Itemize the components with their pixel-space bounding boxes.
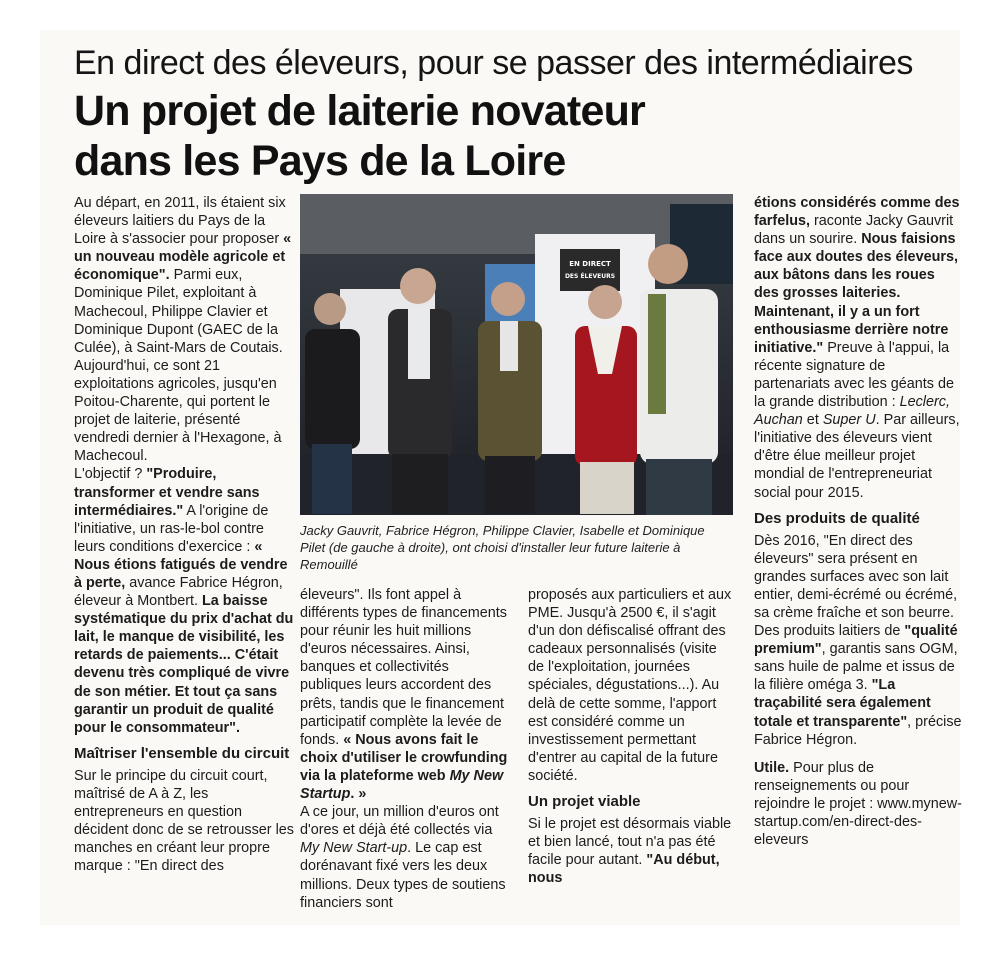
text: Au départ, en 2011, ils étaient six éleveurs laitiers du Pays de la Loire à s'associer pour proposer xyxy=(74,195,286,248)
text: , précise Fabrice Hégron. xyxy=(754,713,962,748)
photo-caption: Jacky Gauvrit, Fabrice Hégron, Philippe Clavier, Isabelle et Dominique Pilet (de gauche à droite), ont choisi d'installer leur future laiterie à Remouillé xyxy=(300,523,705,572)
text: A ce jour, un million d'euros ont d'ores et déjà été collectés via xyxy=(300,804,499,839)
column-3 xyxy=(528,586,736,887)
quote: « Nous avons fait le choix d'utiliser le crowfunding via la plateforme web xyxy=(300,731,508,784)
quote: La baisse systématique du prix d'achat du lait, le manque de visibilité, les retards de paiements... C'était devenu très compliqué de vivre de son métier. Et tout ça sans garantir un produit de qualité pour le consommateur". xyxy=(74,593,294,736)
section-heading: Des produits de qualité xyxy=(754,509,920,527)
text: raconte Jacky Gauvrit dans un sourire. xyxy=(754,213,954,248)
text: Dès 2016, "En direct des éleveurs" sera présent en grandes surfaces avec son lait entier, demi-écrémé ou écrémé, sa crème fraîche et son beurre. Des produits laitiers de xyxy=(754,532,958,640)
text: A l'origine de l'initiative, un ras-le-bol contre leurs conditions d'exercice : xyxy=(74,502,269,555)
quote: . » xyxy=(350,786,367,803)
section-heading: Maîtriser l'ensemble du circuit xyxy=(74,744,290,762)
paragraph xyxy=(74,465,294,736)
paragraph xyxy=(74,194,294,465)
italic-text: Leclerc, Auchan xyxy=(754,394,950,429)
quote: « un nouveau modèle agricole et économique". xyxy=(74,231,292,284)
sign-text-2: DES ÉLEVEURS xyxy=(564,273,616,280)
quote: "La traçabilité sera également totale et transparente" xyxy=(754,677,931,730)
italic-text: Super U xyxy=(822,412,876,429)
quote: "qualité premium" xyxy=(754,623,958,658)
section-heading: Un projet viable xyxy=(528,793,641,811)
text: . Par ailleurs, l'initiative des éleveurs vient d'être élue meilleur projet mondial de l'entrepreneuriat social pour 2015. xyxy=(754,412,960,501)
paragraph xyxy=(528,815,736,887)
text: . Le cap est dorénavant fixé vers les deux millions. Deux types de soutiens financiers sont xyxy=(300,840,506,911)
text: éleveurs". Ils font appel à différents types de financements pour réunir les huit millions d'euros nécessaires. Ainsi, banques et collectivités publiques leurs accordent des prêts, tandis que le financement participatif complète la levée de fonds. xyxy=(300,587,507,748)
quote: « Nous étions fatigués de vendre à perte, xyxy=(74,538,288,591)
article-photo xyxy=(300,194,733,515)
paragraph: Sur le principe du circuit court, maîtrisé de A à Z, les entrepreneurs en question décident donc de se retrousser les manches en créant leur propre marque : "En direct des xyxy=(74,767,294,875)
paragraph xyxy=(754,532,962,749)
paragraph xyxy=(754,759,962,849)
text: Pour plus de renseignements ou pour rejoindre le projet : www.mynew-startup.com/en-direct-des-eleveurs xyxy=(754,759,962,849)
column-1 xyxy=(74,194,294,875)
quote: Nous faisions face aux doutes des éleveurs, aux bâtons dans les roues des grosses laiteries. Maintenant, il y a un fort enthousiasme derrière notre initiative." xyxy=(754,231,958,356)
column-4 xyxy=(754,194,962,849)
paragraph xyxy=(754,194,962,502)
paragraph xyxy=(300,586,510,803)
group-photo-illustration xyxy=(300,194,733,515)
sign-logo xyxy=(560,249,620,291)
paragraph xyxy=(300,803,510,912)
text: Si le projet est désormais viable et bien lancé, tout n'a pas été facile pour autant. xyxy=(528,816,732,869)
quote: étions considérés comme des farfelus, xyxy=(754,195,960,230)
article-kicker: En direct des éleveurs, pour se passer des intermédiaires xyxy=(74,44,913,82)
quote-italic: My New Startup xyxy=(300,767,504,803)
headline-line-2: dans les Pays de la Loire xyxy=(74,137,566,185)
headline-line-1: Un projet de laiterie novateur xyxy=(74,87,645,135)
article-headline xyxy=(74,86,645,186)
column-2 xyxy=(300,586,510,912)
text: et xyxy=(802,412,823,429)
label: Utile. xyxy=(754,759,790,776)
text: L'objectif ? xyxy=(74,466,147,483)
sign-text: EN DIRECT xyxy=(569,260,611,268)
quote: "Produire, transformer et vendre sans intermédiaires." xyxy=(74,466,260,519)
text: Preuve à l'appui, la récente signature de partenariats avec les géants de la grande distribution : xyxy=(754,339,954,411)
text: Parmi eux, Dominique Pilet, exploitant à Machecoul, Philippe Clavier et Dominique Dupont (GAEC de la Culée), à Saint-Mars de Coutais. Aujourd'hui, ce sont 21 exploitations agricoles, jusqu'en Poitou-Charente, qui portent le projet de laiterie, présenté vendredi dernier à l'Hexagone, à Machecoul. xyxy=(74,267,283,465)
paragraph: proposés aux particuliers et aux PME. Jusqu'à 2500 €, il s'agit d'un don défiscalisé offrant des cadeaux personnalisés (visite de l'exploitation, journées spéciales, dégustations...). Au delà de cette somme, l'apport est considéré comme un investissement permettant d'entrer au capital de la future société. xyxy=(528,587,732,784)
text: avance Fabrice Hégron, éleveur à Montbert. xyxy=(74,574,283,610)
italic-text: My New Start-up xyxy=(300,840,408,857)
text: , garantis sans OGM, sans huile de palme et issus de la filière oméga 3. xyxy=(754,641,958,694)
quote: "Au début, nous xyxy=(528,852,720,887)
